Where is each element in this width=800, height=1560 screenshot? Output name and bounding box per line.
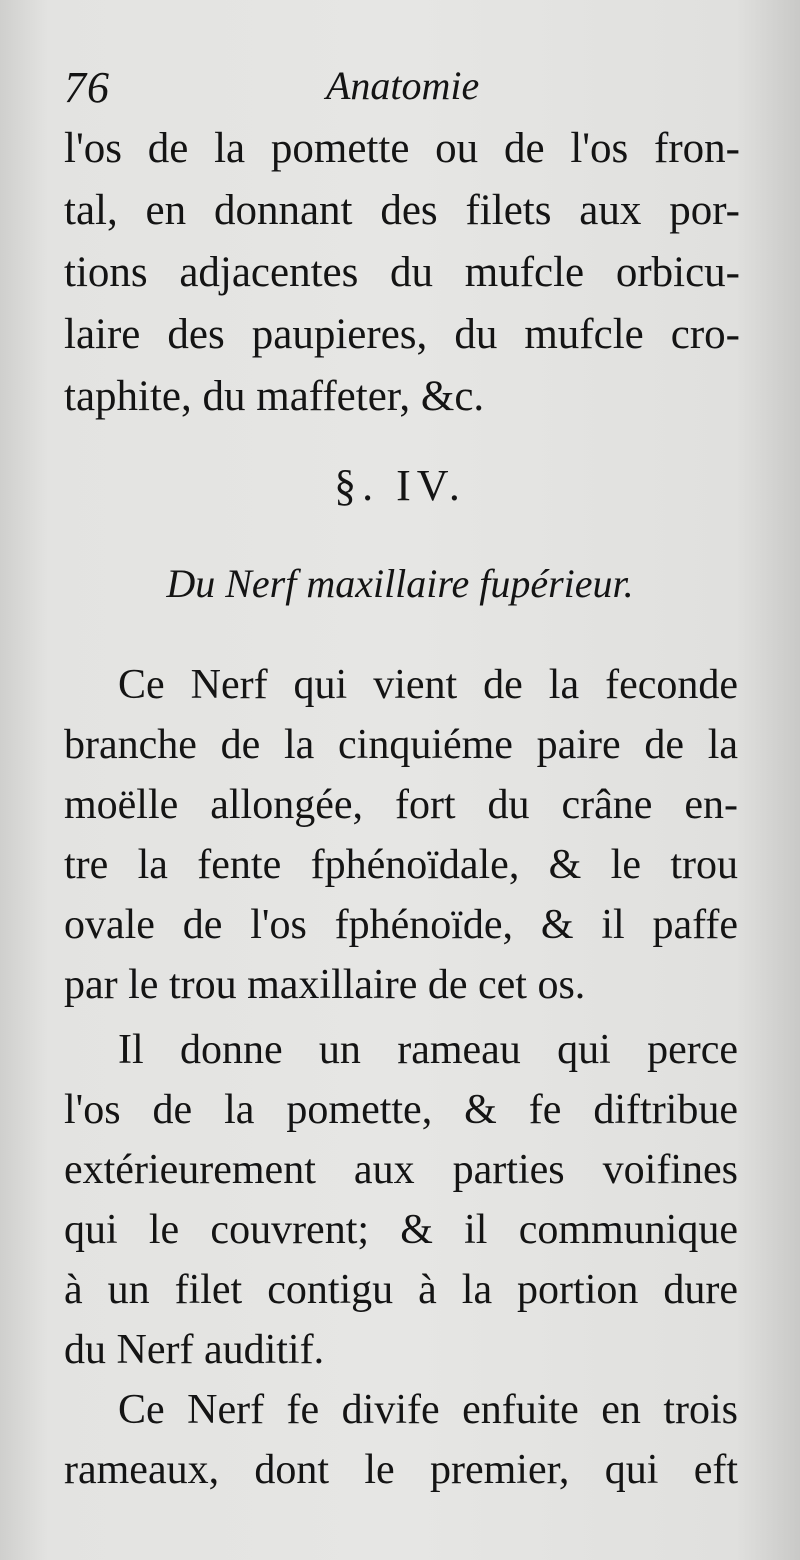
section-title: Du Nerf maxillaire fupérieur. <box>166 561 634 606</box>
text-line: Il donne un rameau qui perce <box>118 1027 738 1073</box>
text-line: par le trou maxillaire de cet os. <box>64 962 586 1008</box>
text-line: branche de la cinquiéme paire de la <box>64 722 738 768</box>
text-line: taphite, du maffeter, &c. <box>64 373 485 420</box>
paragraph <box>64 1020 738 1380</box>
text-line: Ce Nerf fe divife enfuite en trois <box>118 1387 738 1433</box>
page-number: 76 <box>64 63 110 112</box>
text-line: du Nerf auditif. <box>64 1327 325 1373</box>
text-line: moëlle allongée, fort du crâne en- <box>64 782 738 828</box>
text-line: ovale de l'os fphénoïde, & il paffe <box>64 902 738 948</box>
text-line: tal, en donnant des filets aux por- <box>64 187 740 234</box>
text-line: rameaux, dont le premier, qui eft <box>64 1447 738 1493</box>
text-line: l'os de la pomette ou de l'os fron- <box>64 125 740 172</box>
paragraph <box>64 655 738 1015</box>
text-line: à un filet contigu à la portion dure <box>64 1267 738 1313</box>
text-line: tions adjacentes du mufcle orbicu- <box>64 249 740 296</box>
text-line: laire des paupieres, du mufcle cro- <box>64 311 740 358</box>
text-line: l'os de la pomette, & fe diftribue <box>64 1087 738 1133</box>
page-header <box>64 58 704 118</box>
running-head: Anatomie <box>326 63 480 108</box>
paragraph <box>64 1380 738 1500</box>
text-line: tre la fente fphénoïdale, & le trou <box>64 842 738 888</box>
text-line: extérieurement aux parties voifines <box>64 1147 738 1193</box>
continuation-paragraph <box>64 118 740 428</box>
section-number: §. IV. <box>334 461 466 510</box>
text-line: qui le couvrent; & il communique <box>64 1207 738 1253</box>
text-line: Ce Nerf qui vient de la feconde <box>118 662 738 708</box>
